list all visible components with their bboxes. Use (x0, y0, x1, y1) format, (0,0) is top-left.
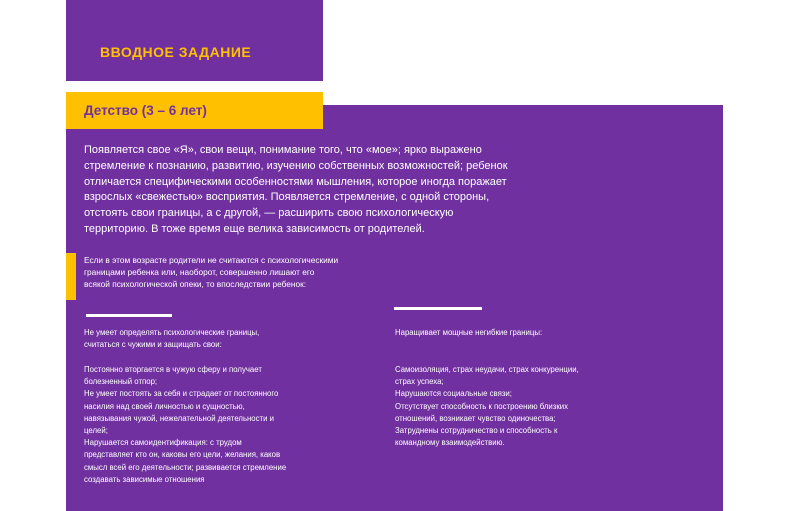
left-body-line: Постоянно вторгается в чужую сферу и получает (84, 365, 262, 374)
note-paragraph (84, 254, 444, 290)
left-heading-line: Не умеет определять психологические границы, (84, 328, 260, 337)
right-column-body (395, 364, 665, 449)
note-accent-bar (66, 253, 76, 300)
right-body-line: Нарушаются социальные связи; (395, 389, 512, 399)
note-line: границами ребенка или, наоборот, совершенно лишают его (84, 267, 315, 277)
right-body-line: Отсутствует способность к построению близких (395, 401, 569, 411)
right-body-line: Затруднены сотрудничество и способность к (395, 426, 558, 436)
intro-paragraph (84, 143, 604, 238)
left-column-body (84, 364, 364, 486)
left-column-divider (86, 314, 172, 317)
note-line: Если в этом возрасте родители не считаются с психологическими (84, 255, 339, 265)
left-body-line: смысл всей его деятельности; развивается стремление (84, 462, 287, 472)
intro-line: стремление к познанию, развитию, изучению собственных возможностей; ребенок (84, 159, 508, 172)
intro-line: территорию. В тоже время еще велика зависимость от родителей. (84, 222, 425, 235)
intro-line: Появляется свое «Я», свои вещи, понимание того, что «мое»; ярко выражено (84, 144, 482, 156)
intro-line: отличается специфическими особенностями мышления, которое иногда поражает (84, 175, 507, 188)
note-line: всякой психологической опеки, то впоследствии ребенок: (84, 279, 307, 289)
left-heading-line: считаться с чужими и защищать свои: (84, 340, 222, 350)
right-body-line: командному взаимодействию. (395, 438, 505, 448)
right-body-line: отношений, возникает чувство одиночества; (395, 413, 556, 423)
left-body-line: болезненный отпор; (84, 377, 158, 387)
left-body-line: Не умеет постоять за себя и страдает от постоянного (84, 389, 279, 399)
left-body-line: представляет кто он, каковы его цели, желания, каков (84, 450, 281, 460)
left-body-line: Нарушается самоидентификация: с трудом (84, 438, 242, 448)
left-body-line: навязывания чужой, нежелательной деятельности и (84, 413, 274, 423)
right-column-heading (395, 327, 655, 339)
left-body-line: создавать зависимые отношения (84, 474, 205, 484)
right-heading-line: Наращивает мощные негибкие границы: (395, 328, 543, 337)
right-body-line: Самоизоляция, страх неудачи, страх конкуренции, (395, 365, 579, 374)
page-title: ВВОДНОЕ ЗАДАНИЕ (100, 44, 252, 60)
left-body-line: целей; (84, 426, 108, 436)
left-body-line: насилия над своей личностью и сущностью, (84, 401, 245, 411)
intro-line: отстоять свои границы, а с другой, — расширить свою психологическую (84, 207, 454, 220)
left-column-heading (84, 327, 354, 351)
section-title: Детство (3 – 6 лет) (84, 103, 207, 118)
right-column-divider (394, 307, 482, 310)
title-panel (66, 0, 323, 81)
intro-line: взрослых «свежестью» восприятия. Появляется стремление, с одной стороны, (84, 191, 490, 204)
right-body-line: страх успеха; (395, 377, 444, 387)
